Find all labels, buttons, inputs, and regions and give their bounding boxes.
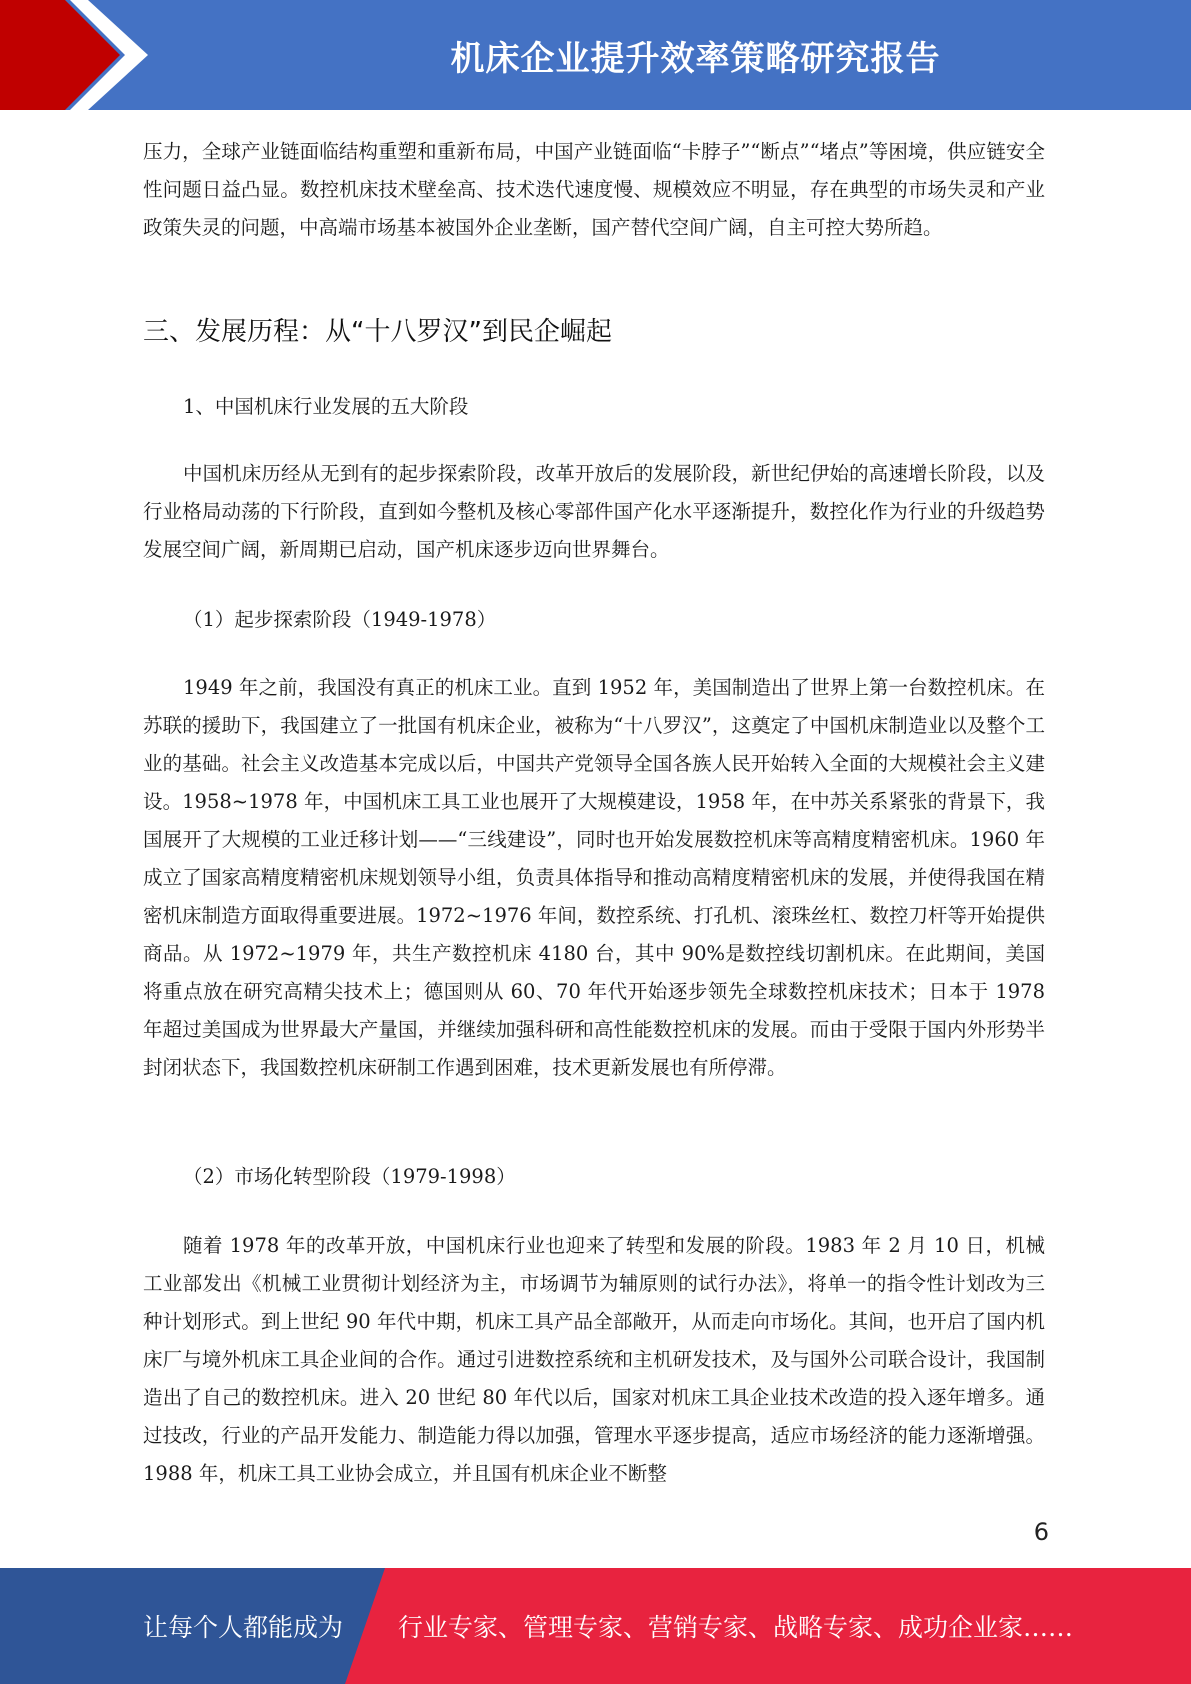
page-header	[0, 0, 1191, 110]
subheading-stage-1: （1）起步探索阶段（1949-1978）	[183, 608, 497, 631]
paragraph-supply-chain: 压力，全球产业链面临结构重塑和重新布局，中国产业链面临“卡脖子”“断点”“堵点”等困境，供应链安全性问题日益凸显。数控机床技术壁垒高、技术迭代速度慢、规模效应不明显，存在典型的市场失灵和产业政策失灵的问题，中高端市场基本被国外企业垄断，国产替代空间广阔，自主可控大势所趋。	[143, 140, 1045, 239]
footer-slogan-right: 行业专家、管理专家、营销专家、战略专家、成功企业家……	[398, 1613, 1074, 1642]
subheading-five-stages: 1、中国机床行业发展的五大阶段	[183, 395, 469, 418]
subheading-stage-2: （2）市场化转型阶段（1979-1998）	[183, 1165, 516, 1188]
page-footer	[0, 1568, 1191, 1684]
report-title: 机床企业提升效率策略研究报告	[450, 38, 941, 79]
paragraph-stage-2: 随着 1978 年的改革开放，中国机床行业也迎来了转型和发展的阶段。1983 年 2 月 10 日，机械工业部发出《机械工业贯彻计划经济为主，市场调节为辅原则的试行办法》，将单一的指令性计划改为三种计划形式。到上世纪 90 年代中期，机床工具产品全部敞开，从而走向市场化。其间，也开启了国内机床厂与境外机床工具企业间的合作。通过引进数控系统和主机研发技术，及与国外公司联合设计，我国制造出了自己的数控机床。进入 20 世纪 80 年代以后，国家对机床工具企业技术改造的投入逐年增多。通过技改，行业的产品开发能力、制造能力得以加强，管理水平逐步提高，适应市场经济的能力逐渐增强。1988 年，机床工具工业协会成立，并且国有机床企业不断整	[143, 1234, 1045, 1485]
page-number: 6	[1033, 1518, 1049, 1546]
footer-slogan-left: 让每个人都能成为	[143, 1613, 344, 1642]
paragraph-stage-1: 1949 年之前，我国没有真正的机床工业。直到 1952 年，美国制造出了世界上第一台数控机床。在苏联的援助下，我国建立了一批国有机床企业，被称为“十八罗汉”，这奠定了中国机床制造业以及整个工业的基础。社会主义改造基本完成以后，中国共产党领导全国各族人民开始转入全面的大规模社会主义建设。1958~1978 年，中国机床工具工业也展开了大规模建设，1958 年，在中苏关系紧张的背景下，我国展开了大规模的工业迁移计划——“三线建设”，同时也开始发展数控机床等高精度精密机床。1960 年成立了国家高精度精密机床规划领导小组，负责具体指导和推动高精度精密机床的发展，并使得我国在精密机床制造方面取得重要进展。1972~1976 年间，数控系统、打孔机、滚珠丝杠、数控刀杆等开始提供商品。从 1972~1979 年，共生产数控机床 4180 台，其中 90%是数控线切割机床。在此期间，美国将重点放在研究高精尖技术上；德国则从 60、70 年代开始逐步领先全球数控机床技术；日本于 1978 年超过美国成为世界最大产量国，并继续加强科研和高性能数控机床的发展。而由于受限于国内外形势半封闭状态下，我国数控机床研制工作遇到困难，技术更新发展也有所停滞。	[143, 676, 1045, 1079]
paragraph-stages-overview: 中国机床历经从无到有的起步探索阶段，改革开放后的发展阶段，新世纪伊始的高速增长阶段，以及行业格局动荡的下行阶段，直到如今整机及核心零部件国产化水平逐渐提升，数控化作为行业的升级趋势发展空间广阔，新周期已启动，国产机床逐步迈向世界舞台。	[143, 462, 1045, 561]
section-heading: 三、发展历程：从“十八罗汉”到民企崛起	[143, 317, 612, 347]
